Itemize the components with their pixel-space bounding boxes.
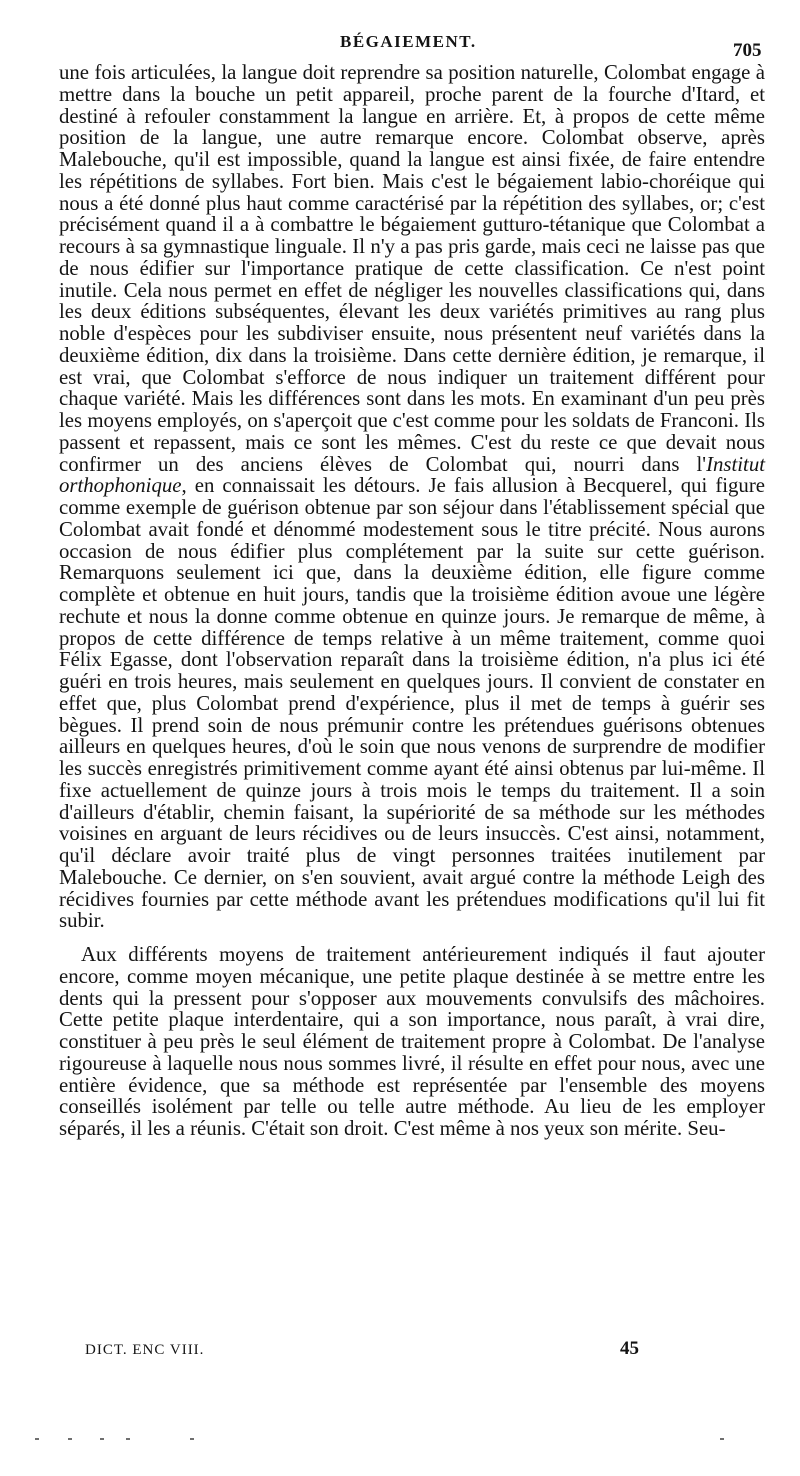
signature-mark: 45 bbox=[620, 1338, 639, 1359]
italic-title: Institut orthophonique bbox=[59, 452, 765, 498]
paragraph-2: Aux différents moyens de traitement antérieurement indiqués il faut ajouter encore, comme moyen mécanique, une petite plaque destinée à se mettre entre les dents qui la pressent pour s'opposer aux mouvements convulsifs des mâchoires. Cette petite plaque interdentaire, qui a son importance, nous paraît, à vrai dire, constituer à peu près le seul élément de traitement propre à Colombat. De l'analyse rigoureuse à laquelle nous nous sommes livré, il résulte en effet pour nous, avec une entière évidence, que sa méthode est représentée par l'ensemble des moyens conseillés isolément par telle ou telle autre méthode. Au lieu de les employer séparés, il les a réunis. C'était son droit. C'est même à nos yeux son mérite. Seu- bbox=[59, 943, 765, 1140]
scan-artifact-marks bbox=[30, 1438, 770, 1444]
paragraph-1-part-b: , en connaissait les détours. Je fais allusion à Becquerel, qui figure comme exemple de guérison obtenue par son séjour dans l'établissement spécial que Colombat avait fondé et dénommé modestement sous le titre précité. Nous aurons occasion de nous édifier plus complétement par la suite sur cette guérison. Remarquons seulement ici que, dans la deuxième édition, elle figure comme complète et obtenue en huit jours, tandis que la troisième édition avoue une légère rechute et nous la donne comme obtenue en quinze jours. Je remarque de même, à propos de cette différence de temps relative à un même traitement, comme quoi Félix Egasse, dont l'observation reparaît dans la troisième édition, n'a plus ici été guéri en trois heures, mais seulement en quelques jours. Il convient de constater en effet que, plus Colombat prend d'expérience, plus il met de temps à guérir ses bègues. Il prend soin de nous prémunir contre les prétendues guérisons obtenues ailleurs en quelques heures, d'où le soin que nous venons de surprendre de modifier les succès enregistrés primitivement comme ayant été ainsi obtenus par lui-même. Il fixe actuellement de quinze jours à trois mois le temps du traitement. Il a soin d'ailleurs d'établir, chemin faisant, la supériorité de sa méthode sur les méthodes voisines en arguant de leurs récidives ou de leurs insuccès. C'est ainsi, notamment, qu'il déclare avoir traité plus de vingt personnes traitées inutilement par Malebouche. Ce dernier, on s'en souvient, avait argué contre la méthode Leigh des récidives fournies par cette méthode avant les prétendues modifications qu'il lui fit subir. bbox=[59, 474, 765, 933]
body-text bbox=[59, 62, 765, 1140]
page-number: 705 bbox=[733, 40, 762, 61]
paragraph-1-part-a: une fois articulées, la langue doit reprendre sa position naturelle, Colombat engage à mettre dans la bouche un petit appareil, proche parent de la fourche d'Itard, et destiné à refouler constamment la langue en arrière. Et, à propos de cette même position de la langue, une autre remarque encore. Colombat observe, après Malebouche, qu'il est impossible, quand la langue est ainsi fixée, de faire entendre les répétitions de syllabes. Fort bien. Mais c'est le bégaiement labio-choréique qui nous a été donné plus haut comme caractérisé par la répétition des syllabes, or; c'est précisément quand il a à combattre le bégaiement gutturo-tétanique que Colombat a recours à sa gymnastique linguale. Il n'y a pas pris garde, mais ceci ne laisse pas que de nous édifier sur l'importance pratique de cette classification. Ce n'est point inutile. Cela nous permet en effet de négliger les nouvelles classifications qui, dans les deux éditions subséquentes, élevant les deux variétés primitives au rang plus noble d'espèces pour les subdiviser ensuite, nous présentent neuf variétés dans la deuxième édition, dix dans la troisième. Dans cette dernière édition, je remarque, il est vrai, que Colombat s'efforce de nous indiquer un traitement différent pour chaque variété. Mais les différences sont dans les mots. En examinant d'un peu près les moyens employés, on s'aperçoit que c'est comme pour les soldats de Franconi. Ils passent et repassent, mais ce sont les mêmes. C'est du reste ce que devait nous confirmer un des anciens élèves de Colombat qui, nourri dans l' bbox=[59, 61, 765, 476]
paragraph-1 bbox=[59, 62, 765, 932]
volume-reference: DICT. ENC VIII. bbox=[85, 1342, 205, 1358]
running-title: BÉGAIEMENT. bbox=[340, 32, 477, 51]
